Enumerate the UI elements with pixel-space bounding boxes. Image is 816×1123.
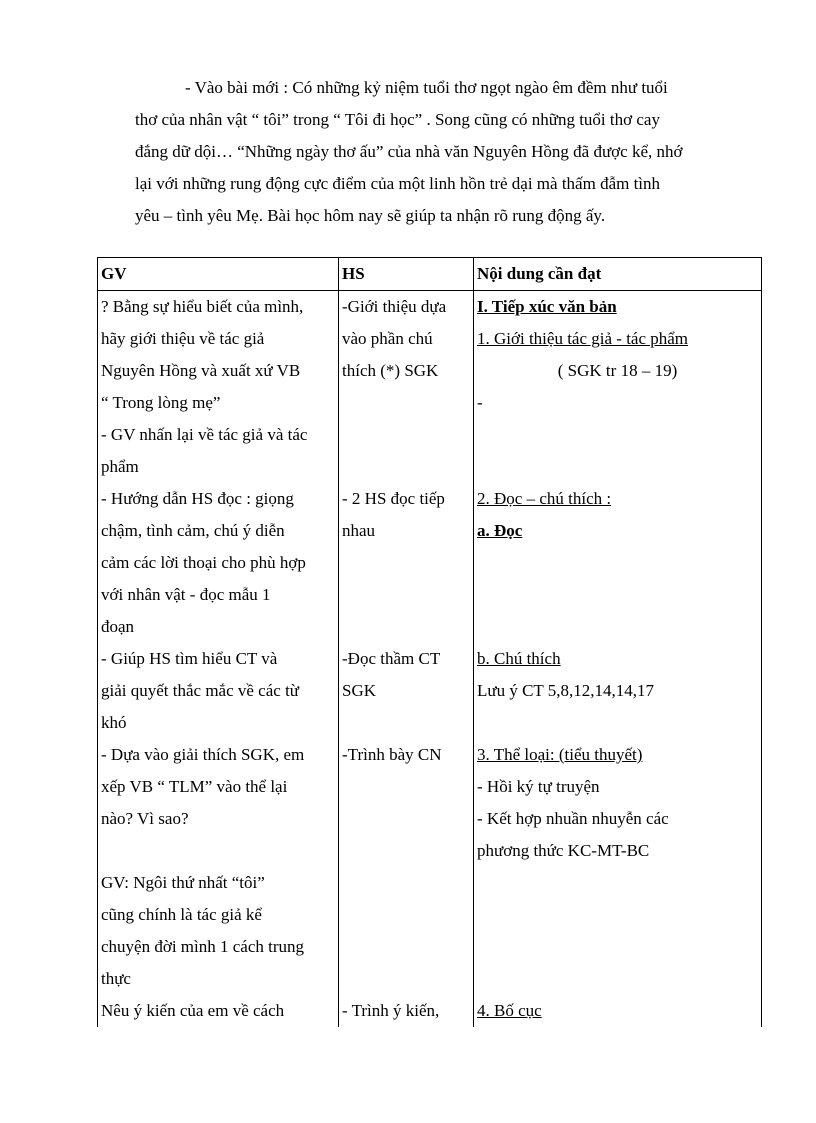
hs-line xyxy=(342,803,470,835)
content-line xyxy=(477,963,758,995)
gv-line: cũng chính là tác giả kể xyxy=(101,905,262,924)
subsection-heading: 1. Giới thiệu tác giả - tác phẩm xyxy=(477,329,689,348)
hs-line: thích (*) SGK xyxy=(342,361,439,380)
content-line: ( SGK tr 18 – 19) xyxy=(557,361,678,380)
header-hs: HS xyxy=(339,258,474,291)
gv-line: hãy giới thiệu về tác giả xyxy=(101,329,265,348)
gv-line: - Dựa vào giải thích SGK, em xyxy=(101,745,305,764)
subsection-heading: b. Chú thích xyxy=(477,649,561,668)
gv-column xyxy=(98,291,339,1028)
lesson-table xyxy=(97,257,762,1027)
intro-line: - Vào bài mới : Có những kỷ niệm tuổi thơ ngọt ngào êm đềm như tuổi xyxy=(185,78,668,97)
hs-line: - 2 HS đọc tiếp xyxy=(342,489,445,508)
header-gv: GV xyxy=(98,258,339,291)
subsection-heading: 3. Thể loại: (tiểu thuyết) xyxy=(477,745,643,764)
hs-line xyxy=(342,771,470,803)
intro-paragraph xyxy=(135,72,757,232)
gv-line: đoạn xyxy=(101,617,135,636)
gv-line: “ Trong lòng mẹ” xyxy=(101,393,221,412)
content-line xyxy=(477,707,758,739)
content-line xyxy=(477,931,758,963)
content-line xyxy=(477,579,758,611)
hs-line xyxy=(342,547,470,579)
hs-line xyxy=(342,835,470,867)
content-line xyxy=(477,611,758,643)
content-line xyxy=(477,451,758,483)
content-line: phương thức KC-MT-BC xyxy=(477,841,650,860)
hs-line: -Đọc thầm CT xyxy=(342,649,441,668)
hs-line xyxy=(342,963,470,995)
subsection-heading: 2. Đọc – chú thích : xyxy=(477,489,612,508)
gv-line: xếp VB “ TLM” vào thể lại xyxy=(101,777,288,796)
gv-line: ? Bằng sự hiểu biết của mình, xyxy=(101,297,304,316)
gv-line: chuyện đời mình 1 cách trung xyxy=(101,937,305,956)
hs-line xyxy=(342,611,470,643)
intro-line: lại với những rung động cực điểm của một linh hồn trẻ dại mà thấm đẫm tình xyxy=(135,174,661,193)
intro-line: đắng dữ dội… “Những ngày thơ ấu” của nhà văn Nguyên Hồng đã được kể, nhớ xyxy=(135,142,683,161)
gv-line: - GV nhấn lại về tác giả và tác xyxy=(101,425,308,444)
content-line: - Kết hợp nhuần nhuyễn các xyxy=(477,809,669,828)
gv-line: cảm các lời thoại cho phù hợp xyxy=(101,553,306,572)
subsection-heading: 4. Bố cục xyxy=(477,1001,542,1020)
gv-line: với nhân vật - đọc mẫu 1 xyxy=(101,585,271,604)
hs-line: -Giới thiệu dựa xyxy=(342,297,447,316)
gv-line: nào? Vì sao? xyxy=(101,809,189,828)
gv-line: Nêu ý kiến của em về cách xyxy=(101,1001,285,1020)
hs-line: SGK xyxy=(342,681,377,700)
hs-line xyxy=(342,387,470,419)
hs-line: vào phần chú xyxy=(342,329,433,348)
intro-line: thơ của nhân vật “ tôi” trong “ Tôi đi học” . Song cũng có những tuổi thơ cay xyxy=(135,110,660,129)
hs-line xyxy=(342,707,470,739)
subsection-heading: a. Đọc xyxy=(477,521,523,540)
gv-line: - Giúp HS tìm hiểu CT và xyxy=(101,649,278,668)
header-content: Nội dung cần đạt xyxy=(474,258,762,291)
hs-line: -Trình bày CN xyxy=(342,745,442,764)
hs-column xyxy=(339,291,474,1028)
content-line xyxy=(477,899,758,931)
gv-line: GV: Ngôi thứ nhất “tôi” xyxy=(101,873,265,892)
content-line xyxy=(477,547,758,579)
gv-line: chậm, tình cảm, chú ý diễn xyxy=(101,521,285,540)
gv-line: khó xyxy=(101,713,127,732)
content-column xyxy=(474,291,762,1028)
gv-line xyxy=(101,835,335,867)
section-heading: I. Tiếp xúc văn bản xyxy=(477,297,617,316)
hs-line xyxy=(342,931,470,963)
hs-line xyxy=(342,899,470,931)
gv-line: giải quyết thắc mắc về các từ xyxy=(101,681,300,700)
content-line xyxy=(477,419,758,451)
content-line xyxy=(477,867,758,899)
content-line: - Hồi ký tự truyện xyxy=(477,777,600,796)
content-line: - xyxy=(477,393,483,412)
content-line: Lưu ý CT 5,8,12,14,14,17 xyxy=(477,681,655,700)
hs-line: - Trình ý kiến, xyxy=(342,1001,440,1020)
gv-line: phẩm xyxy=(101,457,139,476)
gv-line: thực xyxy=(101,969,131,988)
intro-line: yêu – tình yêu Mẹ. Bài học hôm nay sẽ giúp ta nhận rõ rung động ấy. xyxy=(135,206,606,225)
hs-line xyxy=(342,451,470,483)
hs-line xyxy=(342,579,470,611)
hs-line: nhau xyxy=(342,521,376,540)
gv-line: - Hướng dẫn HS đọc : giọng xyxy=(101,489,294,508)
gv-line: Nguyên Hồng và xuất xứ VB xyxy=(101,361,301,380)
hs-line xyxy=(342,419,470,451)
hs-line xyxy=(342,867,470,899)
